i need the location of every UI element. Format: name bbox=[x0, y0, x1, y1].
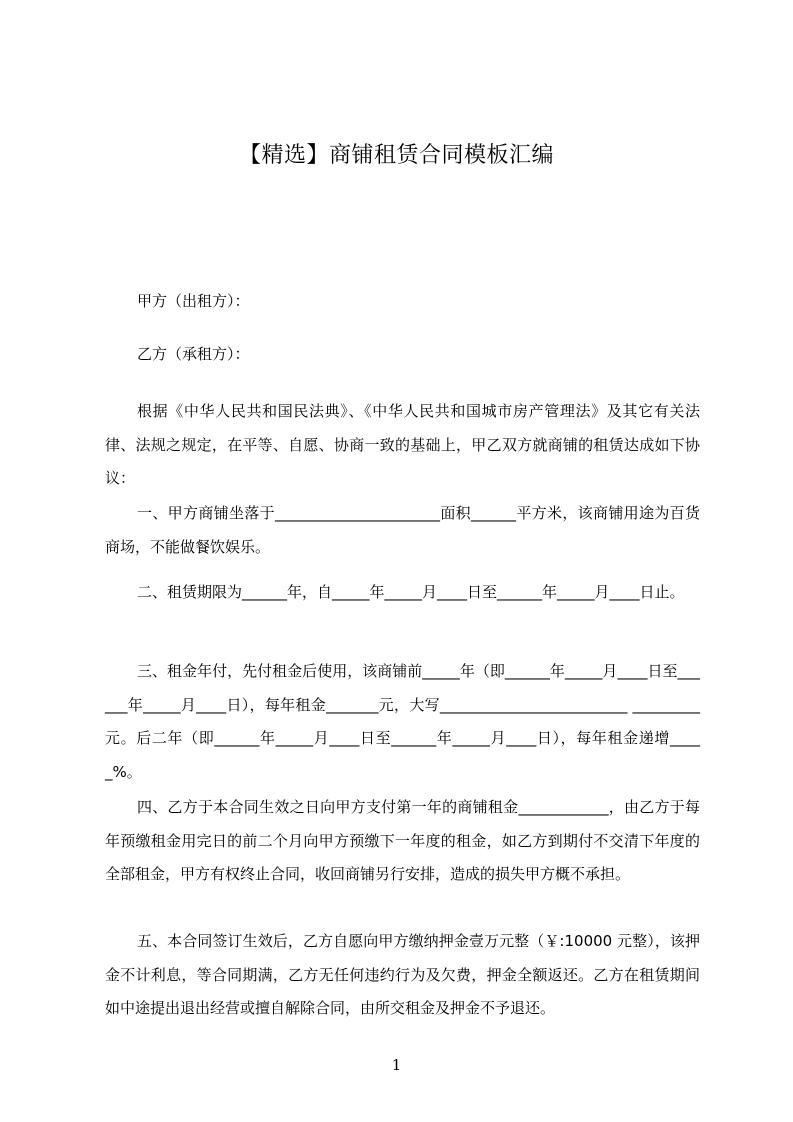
preamble-paragraph: 根据《中华人民共和国民法典》、《中华人民共和国城市房产管理法》及其它有关法律、法规之规定，在平等、自愿、协商一致的基础上，甲乙双方就商铺的租赁达成如下协议： bbox=[105, 402, 700, 487]
clause-3-paragraph: 三、租金年付，先付租金后使用，该商铺前_____年（即______年_____月____日至______年_____月____日），每年租金_______元，大写_________________________ _________元。后二年（即______年_____月____日至______年_____月____日），每年租金递增_____%。 bbox=[105, 662, 700, 781]
page-number: 1 bbox=[391, 1056, 402, 1074]
clause-5-paragraph: 五、本合同签订生效后，乙方自愿向甲方缴纳押金壹万元整（￥:10000 元整），该押金不计利息，等合同期满，乙方无任何违约行为及欠费，押金全额返还。乙方在租赁期间如中途提出退出经营或擅自解除合同，由所交租金及押金不予退还。 bbox=[105, 932, 700, 1017]
clause-1-paragraph: 一、甲方商铺坐落于______________________面积______平方米，该商铺用途为百货商场，不能做餐饮娱乐。 bbox=[105, 504, 700, 556]
document-title: 【精选】商铺租赁合同模板汇编 bbox=[238, 143, 554, 168]
party-b-line: 乙方（承租方）： bbox=[137, 345, 250, 363]
clause-4-paragraph: 四、乙方于本合同生效之日向甲方支付第一年的商铺租金____________，由乙方于每年预缴租金用完日的前二个月向甲方预缴下一年度的租金，如乙方到期付不交清下年度的全部租金，甲方有权终止合同，收回商铺另行安排，造成的损失甲方概不承担。 bbox=[105, 798, 700, 883]
clause-2-paragraph: 二、租赁期限为______年，自_____年_____月____日至______年_____月____日止。 bbox=[137, 583, 685, 601]
party-a-line: 甲方（出租方）： bbox=[137, 292, 250, 310]
